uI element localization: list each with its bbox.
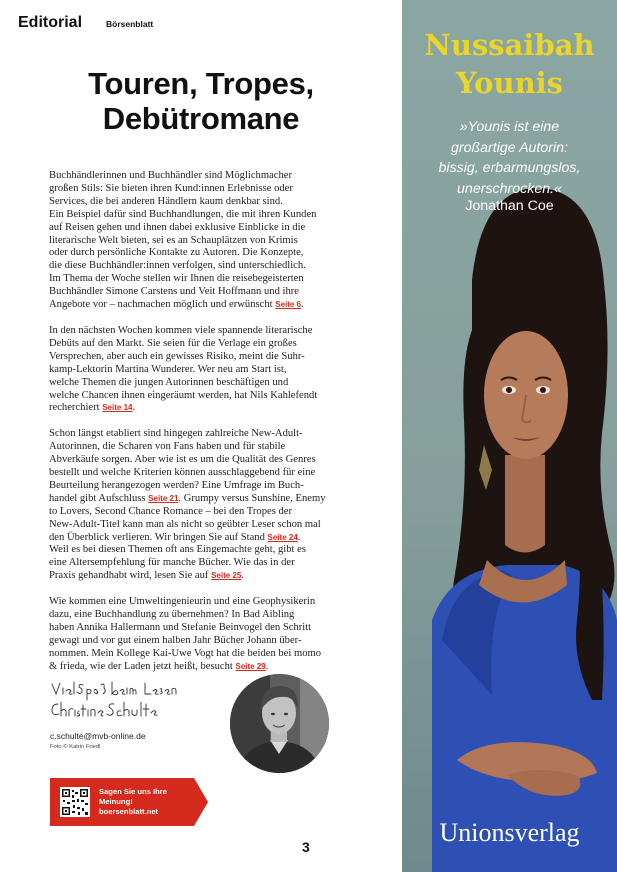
editorial-paragraph bbox=[49, 325, 351, 415]
line-text: nommen. Mein Kollege Kai-Uwe Vogt hat die beiden bei momo bbox=[49, 647, 322, 659]
line-text: Versprechen, aber auch ein gewisses Risiko, meint die Suhr- bbox=[49, 350, 305, 362]
line-text: eine Altersempfehlung für manche Bücher. Wie das in der bbox=[49, 557, 295, 569]
line-text: handel gibt Aufschluss bbox=[49, 492, 149, 504]
text-line bbox=[49, 544, 351, 557]
line-text: Autorinnen, die Scharen von Fans haben und für stabile bbox=[49, 441, 286, 453]
feedback-line: Meinung! bbox=[99, 797, 133, 806]
text-line bbox=[49, 402, 351, 415]
text-line bbox=[49, 222, 351, 235]
ad-quote-author: Jonathan Coe bbox=[465, 198, 554, 214]
line-text: haben Annika Hallermann und Stefanie Beinvogel den Schritt bbox=[49, 622, 312, 633]
text-line bbox=[49, 209, 351, 222]
line-text: oder durch persönliche Kontakte zu Autoren. Die Konzepte, bbox=[49, 247, 304, 259]
text-line bbox=[49, 364, 351, 377]
line-text: literarische Welt bieten, sei es an Schauplätzen von Krimis bbox=[49, 234, 298, 246]
text-line bbox=[49, 273, 351, 286]
line-text: Angebote vor – nachmachen möglich und erwünscht bbox=[49, 299, 276, 311]
text-line bbox=[49, 351, 351, 364]
ad-quote bbox=[402, 117, 617, 199]
line-text: Debüts auf den Markt. Sie seien für die Verlage ein großes bbox=[49, 337, 297, 349]
feedback-line: Sagen Sie uns Ihre bbox=[99, 787, 167, 796]
line-text: Beurteilung herangezogen werden? Eine Umfrage im Buch- bbox=[49, 479, 304, 491]
line-text: gewagt und vor gut einem halben Jahr Bücher Johann über- bbox=[49, 634, 302, 646]
line-text: In den nächsten Wochen kommen viele spannende literarische bbox=[49, 324, 313, 336]
ad-author-name bbox=[402, 26, 617, 102]
line-text: Buchhändlerinnen und Buchhändler sind Möglichmacher bbox=[49, 170, 293, 181]
ad-quote-line: bissig, erbarmungslos, bbox=[438, 160, 581, 176]
text-line bbox=[49, 454, 351, 467]
text-line bbox=[49, 661, 351, 674]
feedback-url[interactable]: boersenblatt.net bbox=[99, 807, 159, 816]
text-line bbox=[49, 557, 351, 570]
page-reference-link[interactable]: Seite 6 bbox=[275, 300, 302, 310]
line-text: & frieda, wie der Laden jetzt heißt, besucht bbox=[49, 660, 236, 672]
line-text-after: . bbox=[297, 531, 301, 543]
page-header bbox=[18, 14, 153, 32]
line-text: Buchhändler Simone Carstens und Veit Hoffmann und ihre bbox=[49, 286, 299, 298]
line-text: Weil es bei diesen Themen oft ans Eingemachte geht, gibt es bbox=[49, 544, 306, 556]
text-line bbox=[49, 441, 351, 454]
ad-quote-line: »Younis ist eine bbox=[459, 119, 560, 135]
page-reference-link[interactable]: Seite 21 bbox=[148, 493, 179, 503]
feedback-text bbox=[99, 787, 199, 817]
text-line bbox=[49, 390, 351, 403]
line-text: den Überblick verlieren. Wir bringen Sie auf Stand bbox=[49, 531, 268, 543]
handwritten-signature bbox=[50, 680, 220, 720]
feedback-banner[interactable] bbox=[50, 778, 208, 826]
text-line bbox=[49, 506, 351, 519]
line-text: Im Thema der Woche stellen wir Ihnen die reisebegeisterten bbox=[49, 273, 304, 285]
headline-line: Debütromane bbox=[102, 101, 300, 136]
line-text-after: . Grumpy versus Sunshine, Enemy bbox=[178, 492, 326, 504]
ad-quote-line: großartige Autorin: bbox=[451, 139, 568, 156]
text-line bbox=[49, 260, 351, 273]
publisher-logo: Unionsverlag bbox=[439, 818, 580, 847]
line-text: kamp-Lektorin Martina Wunderer. Wer neu am Start ist, bbox=[49, 363, 287, 375]
line-text: Abverkäufe sorgen. Aber wie ist es um die Qualität des Genres bbox=[49, 454, 316, 466]
text-line bbox=[49, 570, 351, 583]
photo-credit: Foto © Katrin Friedl bbox=[50, 744, 101, 750]
text-line bbox=[49, 325, 351, 338]
book-advertisement bbox=[402, 0, 617, 872]
text-line bbox=[49, 196, 351, 209]
page-reference-link[interactable]: Seite 24 bbox=[267, 532, 298, 542]
line-text: dazu, eine Buchhandlung zu übernehmen? In Bad Aibling bbox=[49, 609, 295, 621]
ad-author-line: Nussaibah bbox=[424, 28, 595, 62]
page-reference-link[interactable]: Seite 14 bbox=[102, 403, 133, 413]
line-text: auf Reisen gehen und ihnen dabei exklusive Einblicke in die bbox=[49, 221, 306, 233]
text-line bbox=[49, 170, 351, 183]
page-reference-link[interactable]: Seite 29 bbox=[235, 661, 266, 671]
editorial-body bbox=[49, 170, 351, 687]
line-text-after: . bbox=[301, 299, 304, 311]
line-text: Schon längst etabliert sind hingegen zahlreiche New-Adult- bbox=[49, 428, 303, 440]
text-line bbox=[49, 519, 351, 532]
headline-line: Touren, Tropes, bbox=[88, 66, 314, 101]
text-line bbox=[49, 428, 351, 441]
line-text: Wie kommen eine Umweltingenieurin und eine Geophysikerin bbox=[49, 596, 316, 608]
text-line bbox=[49, 493, 351, 506]
line-text: recherchiert bbox=[49, 402, 103, 414]
text-line bbox=[49, 286, 351, 299]
editor-portrait bbox=[230, 674, 329, 773]
line-text: Praxis gehandhabt wird, lesen Sie auf bbox=[49, 570, 212, 582]
text-line bbox=[49, 467, 351, 480]
line-text: bestellt und welche Kriterien können ausschlaggebend für eine bbox=[49, 467, 316, 479]
section-label: Editorial bbox=[18, 14, 83, 31]
magazine-name: Börsenblatt bbox=[106, 19, 154, 29]
editorial-paragraph bbox=[49, 428, 351, 583]
text-line bbox=[49, 635, 351, 648]
text-line bbox=[49, 480, 351, 493]
text-line bbox=[49, 338, 351, 351]
qr-code-icon bbox=[60, 787, 90, 817]
page-number: 3 bbox=[302, 839, 310, 855]
line-text-after: . bbox=[241, 570, 245, 582]
line-text: welche Themen die jungen Autorinnen beschäftigen und bbox=[49, 376, 289, 388]
editorial-paragraph bbox=[49, 170, 351, 312]
ad-quote-line: unerschrocken.« bbox=[457, 180, 562, 197]
line-text: New-Adult-Titel kann man als nicht so geübter Leser schon mal bbox=[49, 518, 321, 530]
headline bbox=[0, 66, 402, 136]
author-email[interactable]: c.schulte@mvb-online.de bbox=[50, 731, 146, 741]
text-line bbox=[49, 648, 351, 661]
editorial-paragraph bbox=[49, 596, 351, 673]
text-line bbox=[49, 609, 351, 622]
line-text: to Lovers, Second Chance Romance – bei den Tropes der bbox=[49, 505, 293, 517]
page-reference-link[interactable]: Seite 25 bbox=[211, 571, 242, 581]
text-line bbox=[49, 532, 351, 545]
line-text: Services, die bei anderen Händlern kaum denkbar sind. bbox=[49, 195, 283, 207]
line-text: die diese Buchhändler:innen verfolgen, sind unterschiedlich. bbox=[49, 260, 306, 272]
line-text: welche Chancen ihnen eingeräumt werden, hat Nils Kahlefendt bbox=[49, 389, 318, 401]
line-text-after: . bbox=[132, 402, 136, 414]
text-line bbox=[49, 183, 351, 196]
text-line bbox=[49, 235, 351, 248]
text-line bbox=[49, 247, 351, 260]
line-text: Ein Beispiel dafür sind Buchhandlungen, die mit ihren Kunden bbox=[49, 208, 317, 220]
text-line bbox=[49, 622, 351, 635]
text-line bbox=[49, 377, 351, 390]
text-line bbox=[49, 596, 351, 609]
ad-author-line: Younis bbox=[455, 66, 564, 100]
text-line bbox=[49, 299, 351, 312]
line-text-after: . bbox=[265, 660, 269, 672]
line-text: großen Stils: Sie bieten ihren Kund:innen Erlebnisse oder bbox=[49, 182, 293, 194]
